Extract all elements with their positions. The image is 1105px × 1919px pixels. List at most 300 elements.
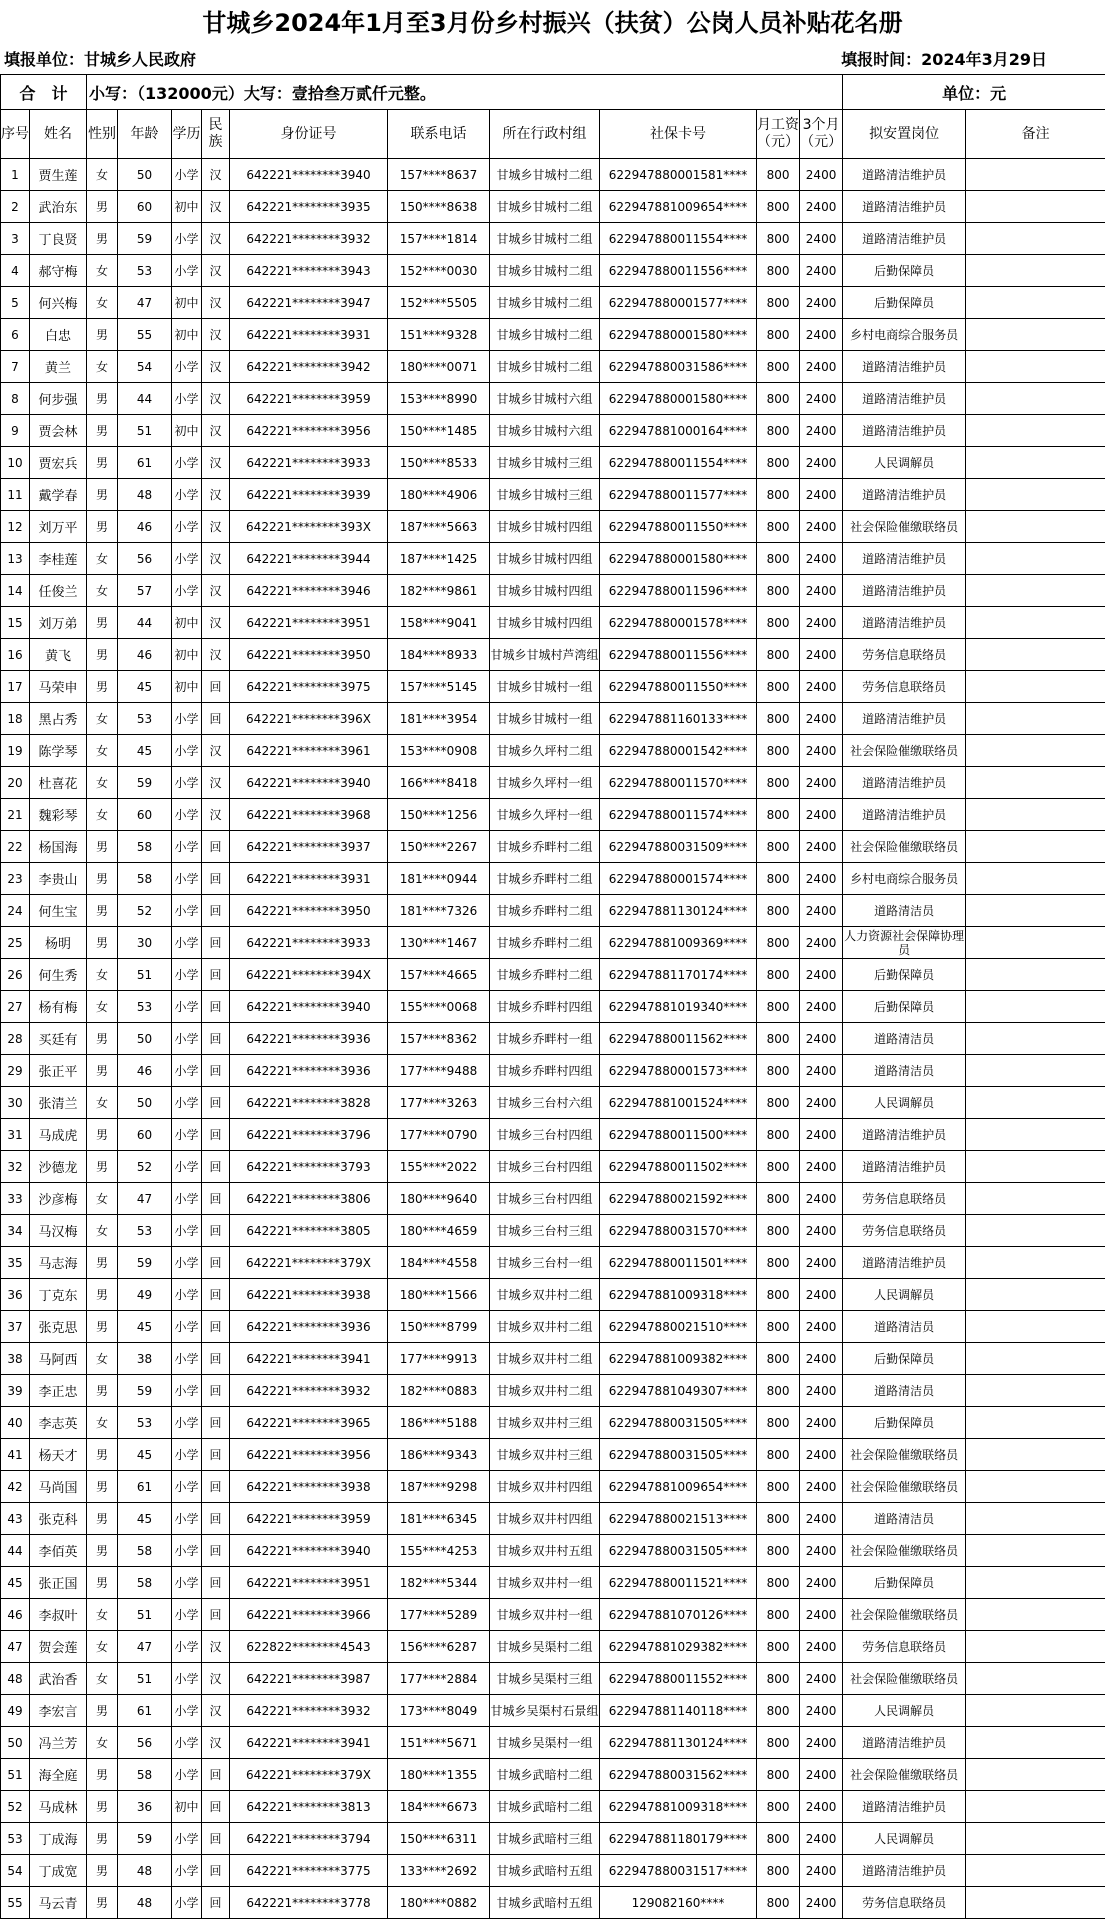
id-number-cell: 642221********3794 — [230, 1823, 388, 1855]
table-row — [1, 351, 1105, 383]
remarks-cell — [966, 1503, 1105, 1535]
monthly-wage-cell: 800 — [757, 159, 800, 191]
social-card-number-cell: 622947880011562**** — [600, 1023, 757, 1055]
gender-cell: 女 — [87, 159, 118, 191]
phone-cell: 187****5663 — [388, 511, 490, 543]
village-group-cell: 甘城乡三台村六组 — [490, 1087, 600, 1119]
village-group-cell: 甘城乡乔畔村一组 — [490, 1023, 600, 1055]
gender-cell: 女 — [87, 1183, 118, 1215]
person-name-cell: 李宏言 — [30, 1695, 87, 1727]
table-row — [1, 383, 1105, 415]
gender-cell: 女 — [87, 703, 118, 735]
col-ethnicity-header: 民族 — [202, 110, 230, 159]
gender-cell: 男 — [87, 1311, 118, 1343]
table-row — [1, 639, 1105, 671]
id-number-cell: 642221********3828 — [230, 1087, 388, 1119]
village-group-cell: 甘城乡三台村四组 — [490, 1183, 600, 1215]
ethnicity-cell: 回 — [202, 703, 230, 735]
gender-cell: 男 — [87, 511, 118, 543]
education-cell: 小学 — [172, 1823, 202, 1855]
gender-cell: 女 — [87, 1087, 118, 1119]
table-row — [1, 671, 1105, 703]
education-cell: 小学 — [172, 831, 202, 863]
phone-cell: 152****5505 — [388, 287, 490, 319]
position-cell: 社会保险催缴联络员 — [843, 1471, 966, 1503]
age-cell: 59 — [118, 223, 172, 255]
social-card-number-cell: 622947881180179**** — [600, 1823, 757, 1855]
table-row — [1, 1631, 1105, 1663]
three-month-total-cell: 2400 — [800, 447, 843, 479]
position-cell: 社会保险催缴联络员 — [843, 1439, 966, 1471]
row-index-cell: 39 — [1, 1375, 30, 1407]
table-row — [1, 735, 1105, 767]
gender-cell: 女 — [87, 1599, 118, 1631]
three-month-total-cell: 2400 — [800, 1599, 843, 1631]
monthly-wage-cell: 800 — [757, 703, 800, 735]
education-cell: 小学 — [172, 447, 202, 479]
phone-cell: 157****4665 — [388, 959, 490, 991]
remarks-cell — [966, 735, 1105, 767]
id-number-cell: 642221********3961 — [230, 735, 388, 767]
remarks-cell — [966, 1855, 1105, 1887]
ethnicity-cell: 汉 — [202, 543, 230, 575]
phone-cell: 150****2267 — [388, 831, 490, 863]
village-group-cell: 甘城乡甘城村六组 — [490, 415, 600, 447]
social-card-number-cell: 622947880001580**** — [600, 543, 757, 575]
position-cell: 劳务信息联络员 — [843, 1215, 966, 1247]
ethnicity-cell: 回 — [202, 1087, 230, 1119]
age-cell: 58 — [118, 831, 172, 863]
col-three-month-header: 3个月（元） — [800, 110, 843, 159]
remarks-cell — [966, 1535, 1105, 1567]
phone-cell: 152****0030 — [388, 255, 490, 287]
row-index-cell: 9 — [1, 415, 30, 447]
ethnicity-cell: 汉 — [202, 1727, 230, 1759]
age-cell: 51 — [118, 415, 172, 447]
position-cell: 人民调解员 — [843, 1279, 966, 1311]
gender-cell: 男 — [87, 1375, 118, 1407]
three-month-total-cell: 2400 — [800, 1055, 843, 1087]
person-name-cell: 杨有梅 — [30, 991, 87, 1023]
phone-cell: 177****3263 — [388, 1087, 490, 1119]
education-cell: 小学 — [172, 159, 202, 191]
gender-cell: 女 — [87, 1631, 118, 1663]
village-group-cell: 甘城乡甘城村二组 — [490, 319, 600, 351]
remarks-cell — [966, 383, 1105, 415]
table-row — [1, 1055, 1105, 1087]
education-cell: 小学 — [172, 1119, 202, 1151]
col-phone-header: 联系电话 — [388, 110, 490, 159]
person-name-cell: 马志海 — [30, 1247, 87, 1279]
person-name-cell: 马云青 — [30, 1887, 87, 1919]
age-cell: 38 — [118, 1343, 172, 1375]
table-row — [1, 479, 1105, 511]
monthly-wage-cell: 800 — [757, 1311, 800, 1343]
education-cell: 小学 — [172, 1663, 202, 1695]
table-row — [1, 959, 1105, 991]
table-row — [1, 1215, 1105, 1247]
three-month-total-cell: 2400 — [800, 959, 843, 991]
remarks-cell — [966, 607, 1105, 639]
row-index-cell: 6 — [1, 319, 30, 351]
three-month-total-cell: 2400 — [800, 479, 843, 511]
social-card-number-cell: 622947880031505**** — [600, 1535, 757, 1567]
table-row — [1, 1407, 1105, 1439]
col-age-header: 年龄 — [118, 110, 172, 159]
social-card-number-cell: 622947880011502**** — [600, 1151, 757, 1183]
phone-cell: 150****8799 — [388, 1311, 490, 1343]
three-month-total-cell: 2400 — [800, 767, 843, 799]
person-name-cell: 贺会莲 — [30, 1631, 87, 1663]
gender-cell: 男 — [87, 1055, 118, 1087]
table-row — [1, 831, 1105, 863]
ethnicity-cell: 汉 — [202, 351, 230, 383]
id-number-cell: 642221********3932 — [230, 223, 388, 255]
education-cell: 小学 — [172, 575, 202, 607]
social-card-number-cell: 622947881029382**** — [600, 1631, 757, 1663]
row-index-cell: 42 — [1, 1471, 30, 1503]
social-card-number-cell: 622947880011554**** — [600, 447, 757, 479]
id-number-cell: 642221********393X — [230, 511, 388, 543]
education-cell: 小学 — [172, 1759, 202, 1791]
education-cell: 小学 — [172, 383, 202, 415]
position-cell: 道路清洁维护员 — [843, 1855, 966, 1887]
social-card-number-cell: 622947880031586**** — [600, 351, 757, 383]
table-row — [1, 1791, 1105, 1823]
three-month-total-cell: 2400 — [800, 1183, 843, 1215]
table-row — [1, 1311, 1105, 1343]
ethnicity-cell: 汉 — [202, 447, 230, 479]
position-cell: 后勤保障员 — [843, 991, 966, 1023]
position-cell: 道路清洁维护员 — [843, 191, 966, 223]
row-index-cell: 37 — [1, 1311, 30, 1343]
social-card-number-cell: 622947880001542**** — [600, 735, 757, 767]
three-month-total-cell: 2400 — [800, 1663, 843, 1695]
phone-cell: 180****0071 — [388, 351, 490, 383]
person-name-cell: 张正平 — [30, 1055, 87, 1087]
table-row — [1, 1759, 1105, 1791]
row-index-cell: 50 — [1, 1727, 30, 1759]
row-index-cell: 5 — [1, 287, 30, 319]
remarks-cell — [966, 1759, 1105, 1791]
col-social-card-header: 社保卡号 — [600, 110, 757, 159]
three-month-total-cell: 2400 — [800, 319, 843, 351]
age-cell: 50 — [118, 1023, 172, 1055]
age-cell: 61 — [118, 1695, 172, 1727]
phone-cell: 157****1814 — [388, 223, 490, 255]
position-cell: 道路清洁维护员 — [843, 1119, 966, 1151]
row-index-cell: 36 — [1, 1279, 30, 1311]
education-cell: 小学 — [172, 479, 202, 511]
person-name-cell: 张克思 — [30, 1311, 87, 1343]
row-index-cell: 3 — [1, 223, 30, 255]
gender-cell: 女 — [87, 287, 118, 319]
three-month-total-cell: 2400 — [800, 1887, 843, 1919]
education-cell: 小学 — [172, 255, 202, 287]
person-name-cell: 贾会林 — [30, 415, 87, 447]
table-row — [1, 1567, 1105, 1599]
monthly-wage-cell: 800 — [757, 1727, 800, 1759]
remarks-cell — [966, 895, 1105, 927]
village-group-cell: 甘城乡甘城村四组 — [490, 607, 600, 639]
id-number-cell: 642221********3940 — [230, 991, 388, 1023]
monthly-wage-cell: 800 — [757, 1503, 800, 1535]
ethnicity-cell: 回 — [202, 1471, 230, 1503]
position-cell: 劳务信息联络员 — [843, 671, 966, 703]
three-month-total-cell: 2400 — [800, 1535, 843, 1567]
person-name-cell: 李志英 — [30, 1407, 87, 1439]
position-cell: 劳务信息联络员 — [843, 1631, 966, 1663]
id-number-cell: 642221********3975 — [230, 671, 388, 703]
ethnicity-cell: 汉 — [202, 799, 230, 831]
position-cell: 劳务信息联络员 — [843, 639, 966, 671]
gender-cell: 女 — [87, 351, 118, 383]
village-group-cell: 甘城乡甘城村二组 — [490, 191, 600, 223]
position-cell: 道路清洁员 — [843, 1311, 966, 1343]
person-name-cell: 何兴梅 — [30, 287, 87, 319]
ethnicity-cell: 回 — [202, 863, 230, 895]
monthly-wage-cell: 800 — [757, 991, 800, 1023]
social-card-number-cell: 622947880021513**** — [600, 1503, 757, 1535]
summary-label: 合 计 — [1, 75, 87, 110]
ethnicity-cell: 回 — [202, 1887, 230, 1919]
id-number-cell: 642221********3965 — [230, 1407, 388, 1439]
age-cell: 60 — [118, 191, 172, 223]
id-number-cell: 642221********3966 — [230, 1599, 388, 1631]
phone-cell: 180****9640 — [388, 1183, 490, 1215]
table-row — [1, 415, 1105, 447]
education-cell: 小学 — [172, 1023, 202, 1055]
education-cell: 小学 — [172, 1055, 202, 1087]
phone-cell: 173****8049 — [388, 1695, 490, 1727]
ethnicity-cell: 汉 — [202, 223, 230, 255]
monthly-wage-cell: 800 — [757, 895, 800, 927]
village-group-cell: 甘城乡双井村一组 — [490, 1567, 600, 1599]
phone-cell: 180****1566 — [388, 1279, 490, 1311]
village-group-cell: 甘城乡双井村五组 — [490, 1535, 600, 1567]
monthly-wage-cell: 800 — [757, 383, 800, 415]
monthly-wage-cell: 800 — [757, 1151, 800, 1183]
table-row — [1, 1247, 1105, 1279]
row-index-cell: 54 — [1, 1855, 30, 1887]
person-name-cell: 丁良贤 — [30, 223, 87, 255]
row-index-cell: 22 — [1, 831, 30, 863]
monthly-wage-cell: 800 — [757, 1119, 800, 1151]
education-cell: 小学 — [172, 1631, 202, 1663]
village-group-cell: 甘城乡双井村四组 — [490, 1471, 600, 1503]
social-card-number-cell: 622947880031509**** — [600, 831, 757, 863]
age-cell: 55 — [118, 319, 172, 351]
age-cell: 30 — [118, 927, 172, 959]
monthly-wage-cell: 800 — [757, 863, 800, 895]
table-row — [1, 1887, 1105, 1919]
social-card-number-cell: 622947881140118**** — [600, 1695, 757, 1727]
row-index-cell: 16 — [1, 639, 30, 671]
social-card-number-cell: 622947880011574**** — [600, 799, 757, 831]
three-month-total-cell: 2400 — [800, 735, 843, 767]
person-name-cell: 丁克东 — [30, 1279, 87, 1311]
monthly-wage-cell: 800 — [757, 1247, 800, 1279]
position-cell: 后勤保障员 — [843, 1407, 966, 1439]
village-group-cell: 甘城乡甘城村二组 — [490, 159, 600, 191]
phone-cell: 155****0068 — [388, 991, 490, 1023]
monthly-wage-cell: 800 — [757, 1407, 800, 1439]
age-cell: 54 — [118, 351, 172, 383]
education-cell: 小学 — [172, 1087, 202, 1119]
gender-cell: 男 — [87, 607, 118, 639]
three-month-total-cell: 2400 — [800, 159, 843, 191]
id-number-cell: 642221********3932 — [230, 1695, 388, 1727]
social-card-number-cell: 622947880001577**** — [600, 287, 757, 319]
header-row — [1, 110, 1105, 159]
table-row — [1, 223, 1105, 255]
phone-cell: 153****0908 — [388, 735, 490, 767]
id-number-cell: 642221********3793 — [230, 1151, 388, 1183]
phone-cell: 182****9861 — [388, 575, 490, 607]
row-index-cell: 8 — [1, 383, 30, 415]
id-number-cell: 622822********4543 — [230, 1631, 388, 1663]
education-cell: 小学 — [172, 511, 202, 543]
person-name-cell: 李贵山 — [30, 863, 87, 895]
age-cell: 46 — [118, 511, 172, 543]
age-cell: 58 — [118, 863, 172, 895]
village-group-cell: 甘城乡乔畔村二组 — [490, 831, 600, 863]
phone-cell: 177****9913 — [388, 1343, 490, 1375]
monthly-wage-cell: 800 — [757, 319, 800, 351]
person-name-cell: 贾生莲 — [30, 159, 87, 191]
remarks-cell — [966, 1663, 1105, 1695]
row-index-cell: 52 — [1, 1791, 30, 1823]
remarks-cell — [966, 287, 1105, 319]
id-number-cell: 642221********394X — [230, 959, 388, 991]
remarks-cell — [966, 1631, 1105, 1663]
table-row — [1, 799, 1105, 831]
remarks-cell — [966, 703, 1105, 735]
ethnicity-cell: 回 — [202, 1791, 230, 1823]
row-index-cell: 38 — [1, 1343, 30, 1375]
person-name-cell: 郝守梅 — [30, 255, 87, 287]
position-cell: 道路清洁维护员 — [843, 543, 966, 575]
three-month-total-cell: 2400 — [800, 1471, 843, 1503]
table-row — [1, 287, 1105, 319]
position-cell: 道路清洁维护员 — [843, 607, 966, 639]
table-row — [1, 703, 1105, 735]
age-cell: 56 — [118, 543, 172, 575]
age-cell: 53 — [118, 1407, 172, 1439]
person-name-cell: 张清兰 — [30, 1087, 87, 1119]
village-group-cell: 甘城乡乔畔村二组 — [490, 895, 600, 927]
position-cell: 道路清洁维护员 — [843, 767, 966, 799]
ethnicity-cell: 汉 — [202, 575, 230, 607]
row-index-cell: 30 — [1, 1087, 30, 1119]
age-cell: 52 — [118, 895, 172, 927]
id-number-cell: 642221********396X — [230, 703, 388, 735]
row-index-cell: 46 — [1, 1599, 30, 1631]
village-group-cell: 甘城乡甘城村六组 — [490, 383, 600, 415]
position-cell: 道路清洁维护员 — [843, 159, 966, 191]
position-cell: 道路清洁维护员 — [843, 1727, 966, 1759]
gender-cell: 男 — [87, 1471, 118, 1503]
monthly-wage-cell: 800 — [757, 1599, 800, 1631]
table-row — [1, 447, 1105, 479]
gender-cell: 女 — [87, 1407, 118, 1439]
gender-cell: 女 — [87, 991, 118, 1023]
person-name-cell: 黄兰 — [30, 351, 87, 383]
person-name-cell: 任俊兰 — [30, 575, 87, 607]
monthly-wage-cell: 800 — [757, 767, 800, 799]
village-group-cell: 甘城乡三台村四组 — [490, 1119, 600, 1151]
age-cell: 45 — [118, 671, 172, 703]
monthly-wage-cell: 800 — [757, 287, 800, 319]
table-row — [1, 1855, 1105, 1887]
position-cell: 社会保险催缴联络员 — [843, 1599, 966, 1631]
person-name-cell: 张克科 — [30, 1503, 87, 1535]
monthly-wage-cell: 800 — [757, 1279, 800, 1311]
gender-cell: 男 — [87, 863, 118, 895]
phone-cell: 151****9328 — [388, 319, 490, 351]
remarks-cell — [966, 1055, 1105, 1087]
id-number-cell: 642221********3956 — [230, 1439, 388, 1471]
remarks-cell — [966, 415, 1105, 447]
remarks-cell — [966, 863, 1105, 895]
remarks-cell — [966, 255, 1105, 287]
ethnicity-cell: 汉 — [202, 767, 230, 799]
row-index-cell: 25 — [1, 927, 30, 959]
phone-cell: 150****8533 — [388, 447, 490, 479]
table-row — [1, 767, 1105, 799]
three-month-total-cell: 2400 — [800, 1375, 843, 1407]
table-row — [1, 1151, 1105, 1183]
row-index-cell: 45 — [1, 1567, 30, 1599]
education-cell: 小学 — [172, 1727, 202, 1759]
social-card-number-cell: 622947881009382**** — [600, 1343, 757, 1375]
person-name-cell: 黄飞 — [30, 639, 87, 671]
social-card-number-cell: 622947880001581**** — [600, 159, 757, 191]
age-cell: 45 — [118, 1503, 172, 1535]
village-group-cell: 甘城乡甘城村二组 — [490, 223, 600, 255]
age-cell: 51 — [118, 1599, 172, 1631]
phone-cell: 180****1355 — [388, 1759, 490, 1791]
phone-cell: 157****8362 — [388, 1023, 490, 1055]
age-cell: 59 — [118, 1823, 172, 1855]
age-cell: 50 — [118, 159, 172, 191]
gender-cell: 男 — [87, 1695, 118, 1727]
phone-cell: 166****8418 — [388, 767, 490, 799]
social-card-number-cell: 622947881170174**** — [600, 959, 757, 991]
village-group-cell: 甘城乡乔畔村二组 — [490, 959, 600, 991]
row-index-cell: 32 — [1, 1151, 30, 1183]
id-number-cell: 642221********3951 — [230, 607, 388, 639]
phone-cell: 155****4253 — [388, 1535, 490, 1567]
gender-cell: 女 — [87, 1215, 118, 1247]
village-group-cell: 甘城乡吴渠村石景组 — [490, 1695, 600, 1727]
three-month-total-cell: 2400 — [800, 223, 843, 255]
remarks-cell — [966, 351, 1105, 383]
social-card-number-cell: 622947880031517**** — [600, 1855, 757, 1887]
village-group-cell: 甘城乡双井村二组 — [490, 1279, 600, 1311]
social-card-number-cell: 622947880011501**** — [600, 1247, 757, 1279]
gender-cell: 男 — [87, 1823, 118, 1855]
phone-cell: 182****5344 — [388, 1567, 490, 1599]
id-number-cell: 642221********3944 — [230, 543, 388, 575]
position-cell: 社会保险催缴联络员 — [843, 511, 966, 543]
remarks-cell — [966, 159, 1105, 191]
gender-cell: 女 — [87, 575, 118, 607]
village-group-cell: 甘城乡甘城村二组 — [490, 351, 600, 383]
phone-cell: 153****8990 — [388, 383, 490, 415]
person-name-cell: 李正忠 — [30, 1375, 87, 1407]
row-index-cell: 18 — [1, 703, 30, 735]
